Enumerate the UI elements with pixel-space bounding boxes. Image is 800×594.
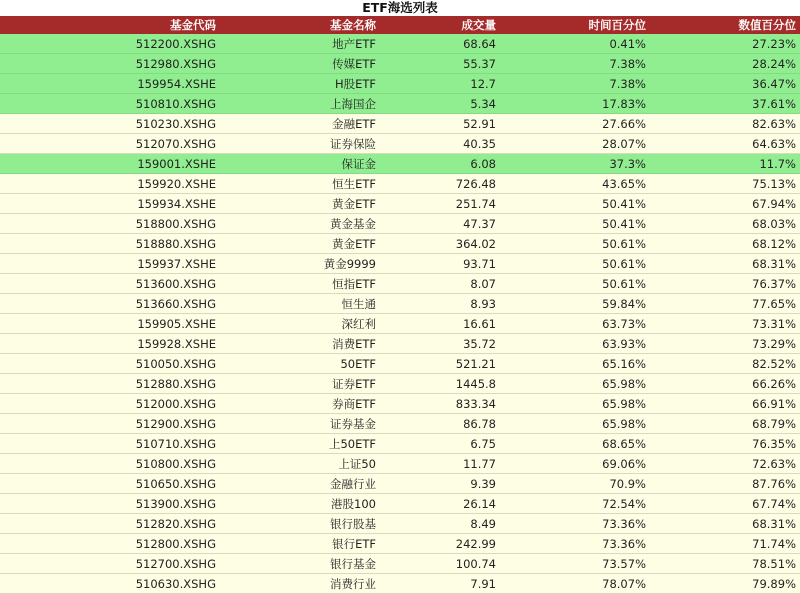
header-row (0, 16, 800, 34)
cell-time-percentile: 73.57% (500, 554, 650, 574)
cell-time-percentile: 68.65% (500, 434, 650, 454)
cell-volume: 521.21 (380, 354, 500, 374)
cell-value-percentile: 66.91% (650, 394, 800, 414)
cell-volume: 52.91 (380, 114, 500, 134)
cell-time-percentile: 7.38% (500, 54, 650, 74)
cell-fund-name: 金融ETF (220, 114, 380, 134)
cell-volume: 35.72 (380, 334, 500, 354)
cell-fund-name: H股ETF (220, 74, 380, 94)
cell-value-percentile: 87.76% (650, 474, 800, 494)
table-row[interactable] (0, 74, 800, 94)
cell-fund-name: 港股100 (220, 494, 380, 514)
cell-value-percentile: 76.37% (650, 274, 800, 294)
cell-volume: 7.91 (380, 574, 500, 594)
cell-fund-name: 传媒ETF (220, 54, 380, 74)
cell-time-percentile: 72.54% (500, 494, 650, 514)
cell-value-percentile: 76.35% (650, 434, 800, 454)
cell-time-percentile: 65.98% (500, 414, 650, 434)
cell-fund-code: 510630.XSHG (0, 574, 220, 594)
cell-time-percentile: 7.38% (500, 74, 650, 94)
cell-fund-name: 消费行业 (220, 574, 380, 594)
cell-volume: 833.34 (380, 394, 500, 414)
table-row[interactable] (0, 114, 800, 134)
cell-value-percentile: 64.63% (650, 134, 800, 154)
table-row[interactable] (0, 394, 800, 414)
table-row[interactable] (0, 134, 800, 154)
cell-fund-code: 512700.XSHG (0, 554, 220, 574)
cell-fund-code: 510810.XSHG (0, 94, 220, 114)
cell-value-percentile: 75.13% (650, 174, 800, 194)
cell-fund-code: 510710.XSHG (0, 434, 220, 454)
cell-volume: 8.07 (380, 274, 500, 294)
cell-time-percentile: 50.41% (500, 194, 650, 214)
cell-fund-name: 证券ETF (220, 374, 380, 394)
cell-fund-name: 证券保险 (220, 134, 380, 154)
cell-fund-name: 黄金ETF (220, 234, 380, 254)
table-row[interactable] (0, 194, 800, 214)
cell-fund-code: 513900.XSHG (0, 494, 220, 514)
cell-value-percentile: 68.79% (650, 414, 800, 434)
table-row[interactable] (0, 274, 800, 294)
cell-fund-code: 512200.XSHG (0, 34, 220, 54)
cell-fund-code: 510650.XSHG (0, 474, 220, 494)
cell-fund-code: 159937.XSHE (0, 254, 220, 274)
cell-value-percentile: 68.03% (650, 214, 800, 234)
table-row[interactable] (0, 34, 800, 54)
cell-time-percentile: 50.61% (500, 274, 650, 294)
cell-volume: 26.14 (380, 494, 500, 514)
cell-time-percentile: 73.36% (500, 514, 650, 534)
column-header-code[interactable]: 基金代码 (0, 16, 220, 34)
cell-fund-code: 512820.XSHG (0, 514, 220, 534)
cell-value-percentile: 82.52% (650, 354, 800, 374)
cell-fund-code: 512800.XSHG (0, 534, 220, 554)
cell-time-percentile: 50.41% (500, 214, 650, 234)
cell-fund-name: 黄金基金 (220, 214, 380, 234)
table-row[interactable] (0, 414, 800, 434)
cell-fund-code: 512070.XSHG (0, 134, 220, 154)
cell-value-percentile: 68.12% (650, 234, 800, 254)
cell-fund-name: 证券基金 (220, 414, 380, 434)
cell-fund-code: 513600.XSHG (0, 274, 220, 294)
cell-time-percentile: 27.66% (500, 114, 650, 134)
cell-value-percentile: 67.74% (650, 494, 800, 514)
cell-time-percentile: 59.84% (500, 294, 650, 314)
table-row[interactable] (0, 214, 800, 234)
cell-fund-code: 159001.XSHE (0, 154, 220, 174)
cell-value-percentile: 27.23% (650, 34, 800, 54)
column-header-time-percentile[interactable]: 时间百分位 (500, 16, 650, 34)
table-row[interactable] (0, 174, 800, 194)
table-row[interactable] (0, 314, 800, 334)
table-row[interactable] (0, 534, 800, 554)
cell-volume: 1445.8 (380, 374, 500, 394)
cell-value-percentile: 28.24% (650, 54, 800, 74)
cell-fund-name: 50ETF (220, 354, 380, 374)
column-header-value-percentile[interactable]: 数值百分位 (650, 16, 800, 34)
cell-fund-code: 159934.XSHE (0, 194, 220, 214)
cell-volume: 8.93 (380, 294, 500, 314)
cell-volume: 242.99 (380, 534, 500, 554)
cell-volume: 11.77 (380, 454, 500, 474)
table-row[interactable] (0, 334, 800, 354)
cell-value-percentile: 73.29% (650, 334, 800, 354)
cell-fund-name: 保证金 (220, 154, 380, 174)
cell-volume: 6.75 (380, 434, 500, 454)
cell-fund-name: 券商ETF (220, 394, 380, 414)
cell-fund-name: 恒生通 (220, 294, 380, 314)
cell-volume: 55.37 (380, 54, 500, 74)
cell-fund-name: 上50ETF (220, 434, 380, 454)
table-row[interactable] (0, 574, 800, 594)
page-title: ETF海选列表 (362, 0, 438, 15)
table-row[interactable] (0, 354, 800, 374)
cell-fund-name: 金融行业 (220, 474, 380, 494)
cell-fund-name: 消费ETF (220, 334, 380, 354)
cell-fund-code: 512000.XSHG (0, 394, 220, 414)
cell-time-percentile: 50.61% (500, 234, 650, 254)
etf-table (0, 16, 800, 594)
cell-fund-code: 510230.XSHG (0, 114, 220, 134)
cell-value-percentile: 79.89% (650, 574, 800, 594)
cell-time-percentile: 65.16% (500, 354, 650, 374)
cell-value-percentile: 68.31% (650, 254, 800, 274)
cell-time-percentile: 0.41% (500, 34, 650, 54)
table-row[interactable] (0, 154, 800, 174)
cell-time-percentile: 37.3% (500, 154, 650, 174)
cell-fund-code: 159928.XSHE (0, 334, 220, 354)
cell-value-percentile: 72.63% (650, 454, 800, 474)
cell-fund-code: 510800.XSHG (0, 454, 220, 474)
cell-value-percentile: 77.65% (650, 294, 800, 314)
table-row[interactable] (0, 294, 800, 314)
cell-fund-name: 恒指ETF (220, 274, 380, 294)
cell-fund-name: 上海国企 (220, 94, 380, 114)
cell-fund-code: 518880.XSHG (0, 234, 220, 254)
table-row[interactable] (0, 474, 800, 494)
cell-time-percentile: 78.07% (500, 574, 650, 594)
cell-fund-name: 上证50 (220, 454, 380, 474)
cell-volume: 68.64 (380, 34, 500, 54)
cell-volume: 100.74 (380, 554, 500, 574)
cell-fund-code: 510050.XSHG (0, 354, 220, 374)
cell-time-percentile: 65.98% (500, 394, 650, 414)
cell-volume: 8.49 (380, 514, 500, 534)
cell-volume: 40.35 (380, 134, 500, 154)
table-row[interactable] (0, 54, 800, 74)
cell-fund-name: 银行ETF (220, 534, 380, 554)
cell-value-percentile: 73.31% (650, 314, 800, 334)
cell-volume: 364.02 (380, 234, 500, 254)
cell-volume: 5.34 (380, 94, 500, 114)
cell-fund-name: 恒生ETF (220, 174, 380, 194)
cell-volume: 726.48 (380, 174, 500, 194)
cell-value-percentile: 67.94% (650, 194, 800, 214)
cell-fund-code: 159954.XSHE (0, 74, 220, 94)
cell-time-percentile: 63.93% (500, 334, 650, 354)
cell-volume: 9.39 (380, 474, 500, 494)
cell-volume: 93.71 (380, 254, 500, 274)
cell-time-percentile: 17.83% (500, 94, 650, 114)
cell-value-percentile: 36.47% (650, 74, 800, 94)
cell-fund-name: 黄金9999 (220, 254, 380, 274)
cell-time-percentile: 28.07% (500, 134, 650, 154)
cell-fund-code: 512880.XSHG (0, 374, 220, 394)
cell-time-percentile: 70.9% (500, 474, 650, 494)
cell-fund-code: 159920.XSHE (0, 174, 220, 194)
table-body (0, 34, 800, 594)
cell-volume: 86.78 (380, 414, 500, 434)
cell-time-percentile: 73.36% (500, 534, 650, 554)
cell-fund-code: 512980.XSHG (0, 54, 220, 74)
cell-fund-code: 518800.XSHG (0, 214, 220, 234)
table-header (0, 16, 800, 34)
cell-fund-name: 深红利 (220, 314, 380, 334)
table-row[interactable] (0, 434, 800, 454)
cell-value-percentile: 66.26% (650, 374, 800, 394)
cell-value-percentile: 78.51% (650, 554, 800, 574)
cell-fund-name: 黄金ETF (220, 194, 380, 214)
table-row[interactable] (0, 374, 800, 394)
cell-value-percentile: 82.63% (650, 114, 800, 134)
cell-time-percentile: 43.65% (500, 174, 650, 194)
column-header-name[interactable]: 基金名称 (220, 16, 380, 34)
table-row[interactable] (0, 494, 800, 514)
cell-time-percentile: 50.61% (500, 254, 650, 274)
table-row[interactable] (0, 454, 800, 474)
cell-value-percentile: 71.74% (650, 534, 800, 554)
column-header-volume[interactable]: 成交量 (380, 16, 500, 34)
cell-fund-code: 513660.XSHG (0, 294, 220, 314)
cell-volume: 12.7 (380, 74, 500, 94)
cell-value-percentile: 37.61% (650, 94, 800, 114)
cell-volume: 47.37 (380, 214, 500, 234)
cell-value-percentile: 11.7% (650, 154, 800, 174)
cell-time-percentile: 63.73% (500, 314, 650, 334)
cell-time-percentile: 69.06% (500, 454, 650, 474)
table-row[interactable] (0, 514, 800, 534)
cell-time-percentile: 65.98% (500, 374, 650, 394)
table-row[interactable] (0, 94, 800, 114)
cell-fund-name: 银行基金 (220, 554, 380, 574)
cell-fund-name: 地产ETF (220, 34, 380, 54)
cell-volume: 16.61 (380, 314, 500, 334)
table-row[interactable] (0, 234, 800, 254)
cell-value-percentile: 68.31% (650, 514, 800, 534)
cell-fund-name: 银行股基 (220, 514, 380, 534)
cell-volume: 251.74 (380, 194, 500, 214)
cell-fund-code: 512900.XSHG (0, 414, 220, 434)
cell-fund-code: 159905.XSHE (0, 314, 220, 334)
cell-volume: 6.08 (380, 154, 500, 174)
table-row[interactable] (0, 254, 800, 274)
